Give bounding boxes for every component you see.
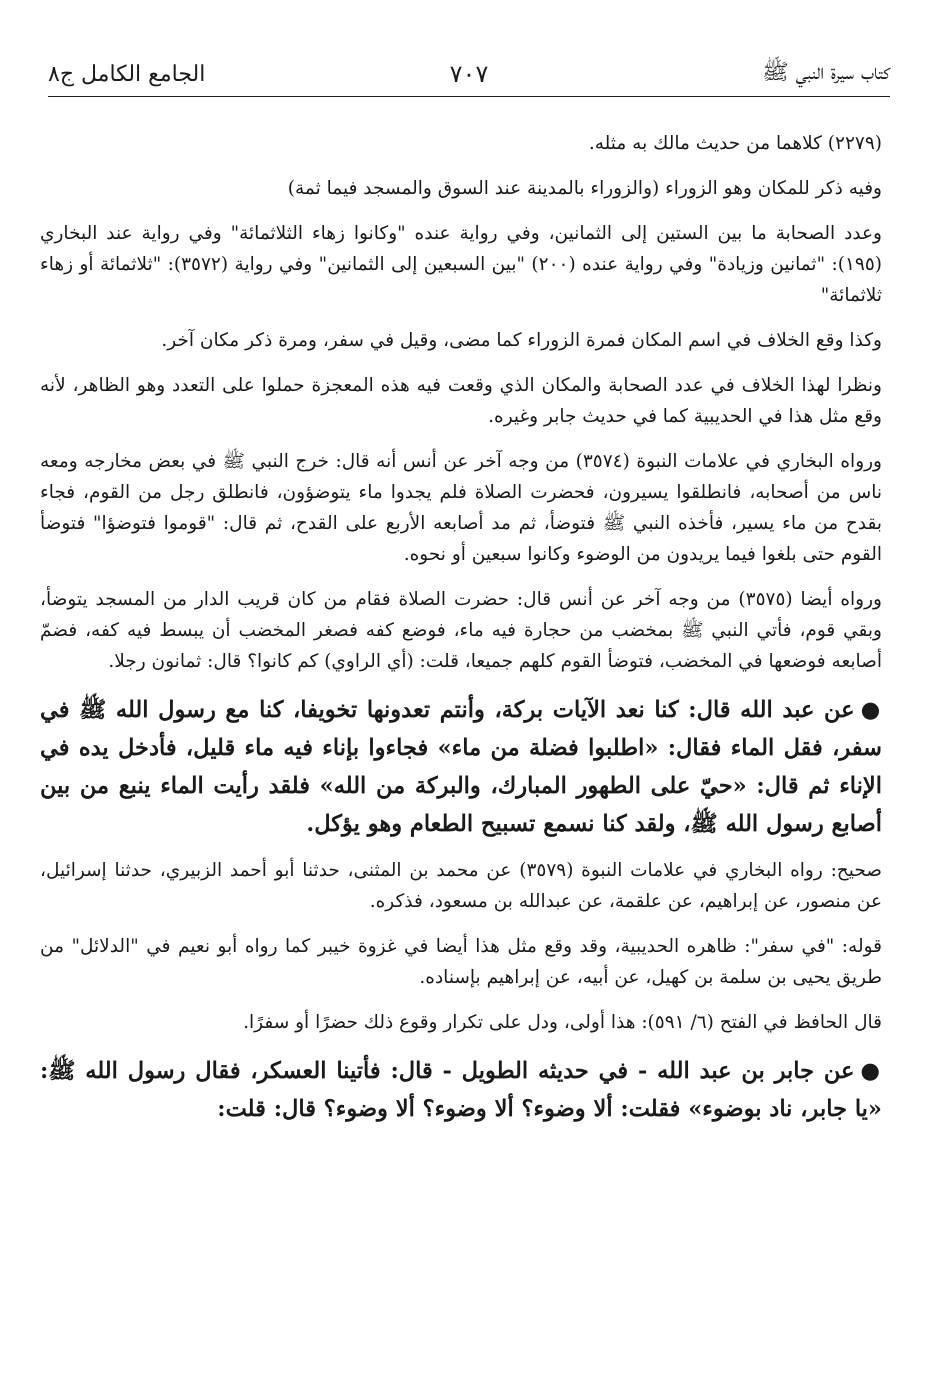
paragraph	[40, 1007, 882, 1038]
paragraph	[40, 218, 882, 311]
bullet-icon: ●	[860, 1058, 882, 1084]
paragraph	[40, 446, 882, 570]
paragraph-text: ورواه أيضا (٣٥٧٥) من وجه آخر عن أنس قال: حضرت الصلاة فقام من كان قريب الدار من المسجد يتوضأ، وبقي قوم، فأتي النبي ﷺ بمخضب من حجارة فيه ماء، فوضع كفه فصغر المخضب أن يبسط فيه كفه، فضمّ أصابعه فوضعها في المخضب، فتوضأ القوم كلهم جميعا، قلت: (أي الراوي) كم كانوا؟ قال: ثمانون رجلا.	[40, 589, 882, 672]
paragraph-text: قال الحافظ في الفتح (٦/ ٥٩١): هذا أولى، ودل على تكرار وقوع ذلك حضرًا أو سفرًا.	[243, 1012, 882, 1033]
running-header	[48, 56, 890, 92]
header-rule	[48, 96, 890, 97]
paragraph-text: ونظرا لهذا الخلاف في عدد الصحابة والمكان الذي وقعت فيه هذه المعجزة حملوا على التعدد وهو الظاهر، لأنه وقع مثل هذا في الحديبية كما في حديث جابر وغيره.	[40, 375, 882, 427]
page-number: ٧٠٧	[449, 60, 489, 88]
hadith-paragraph	[40, 691, 882, 843]
paragraph	[40, 128, 882, 159]
paragraph	[40, 931, 882, 993]
paragraph-text: وفيه ذكر للمكان وهو الزوراء (والزوراء بالمدينة عند السوق والمسجد فيما ثمة)	[287, 178, 882, 199]
paragraph	[40, 173, 882, 204]
paragraph-text: صحيح: رواه البخاري في علامات النبوة (٣٥٧٩) عن محمد بن المثنى، حدثنا أبو أحمد الزبيري، حدثنا إسرائيل، عن منصور، عن إبراهيم، عن علقمة، عن عبدالله بن مسعود، فذكره.	[40, 860, 882, 912]
header-book-title: كتاب سيرة النبي ﷺ	[762, 60, 890, 85]
hadith-text: عن جابر بن عبد الله - في حديثه الطويل - قال: فأتينا العسكر، فقال رسول الله ﷺ: «يا جابر، ناد بوضوء» فقلت: ألا وضوء؟ ألا وضوء؟ ألا وضوء؟ قال: قلت:	[40, 1058, 882, 1122]
paragraph	[40, 584, 882, 677]
paragraph	[40, 370, 882, 432]
hadith-paragraph	[40, 1052, 882, 1128]
bullet-icon: ●	[860, 697, 882, 723]
hadith-text: عن عبد الله قال: كنا نعد الآيات بركة، وأنتم تعدونها تخويفا، كنا مع رسول الله ﷺ في سفر، فقل الماء فقال: «اطلبوا فضلة من ماء» فجاءوا بإناء فيه ماء قليل، فأدخل يده في الإناء ثم قال: «حيّ على الطهور المبارك، والبركة من الله» فلقد رأيت الماء ينبع من بين أصابع رسول الله ﷺ، ولقد كنا نسمع تسبيح الطعام وهو يؤكل.	[40, 697, 882, 837]
paragraph-text: وكذا وقع الخلاف في اسم المكان فمرة الزوراء كما مضى، وقيل في سفر، ومرة ذكر مكان آخر.	[161, 330, 882, 351]
page-body	[40, 128, 882, 1140]
paragraph	[40, 855, 882, 917]
paragraph-text: (٢٢٧٩) كلاهما من حديث مالك به مثله.	[588, 133, 882, 154]
paragraph-text: قوله: "في سفر": ظاهره الحديبية، وقد وقع مثل هذا أيضا في غزوة خيبر كما رواه أبو نعيم في "الدلائل" من طريق يحيى بن سلمة بن كهيل، عن أبيه، عن إبراهيم بإسناده.	[40, 936, 882, 988]
header-volume-title: الجامع الكامل ج٨	[48, 61, 206, 87]
paragraph-text: ورواه البخاري في علامات النبوة (٣٥٧٤) من وجه آخر عن أنس أنه قال: خرج النبي ﷺ في بعض مخارجه ومعه ناس من أصحابه، فانطلقوا يسيرون، فحضرت الصلاة فلم يجدوا ماء يتوضؤون، فانطلق رجل من القوم، فجاء بقدح من ماء يسير، فأخذه النبي ﷺ فتوضأ، ثم مد أصابعه الأربع على القدح، ثم قال: "قوموا فتوضؤا" فتوضأ القوم حتى بلغوا فيما يريدون من الوضوء وكانوا سبعين أو نحوه.	[40, 451, 882, 565]
paragraph-text: وعدد الصحابة ما بين الستين إلى الثمانين، وفي رواية عنده "وكانوا زهاء الثلاثمائة" وفي رواية عند البخاري (١٩٥): "ثمانين وزيادة" وفي رواية عنده (٢٠٠) "بين السبعين إلى الثمانين" وفي رواية (٣٥٧٢): "ثلاثمائة أو زهاء ثلاثمائة"	[40, 223, 883, 306]
paragraph	[40, 325, 882, 356]
